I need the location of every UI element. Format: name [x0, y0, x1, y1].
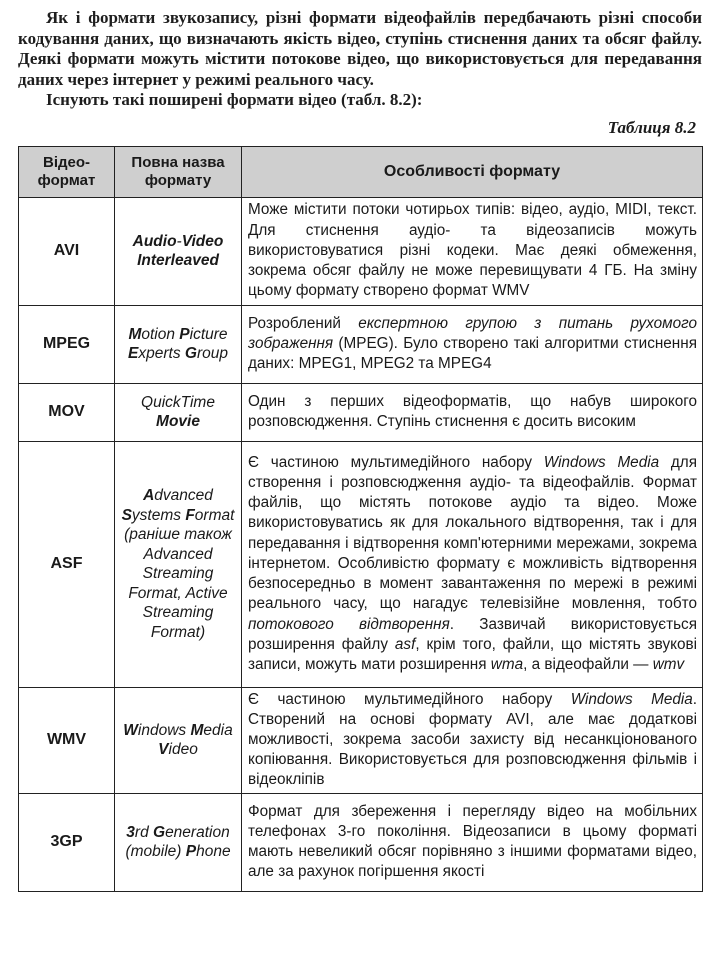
- intro-paragraph: Як і формати звукозапису, різні формати відеофайлів передбачають різні способи кодування даних, що визначають якість відео, ступінь стиснення даних та обсяг файлу. Деякі формати можуть містити потокове відео, що використовується для передавання даних через інтернет у режимі реального часу.: [18, 8, 702, 89]
- header-full-name: Повна назва формату: [115, 146, 242, 197]
- format-features: Один з перших відеоформатів, що набув широкого розповсюдження. Ступінь стиснення є досить високим: [242, 383, 703, 441]
- intro-paragraph-table-ref: Існують такі поширені формати відео (табл. 8.2):: [46, 90, 423, 109]
- format-full-name: Motion Picture Experts Group: [115, 305, 242, 383]
- format-full-name: 3rd Generation (mobile) Phone: [115, 793, 242, 891]
- format-code: 3GP: [19, 793, 115, 891]
- table-row: [19, 197, 703, 305]
- table-row: [19, 441, 703, 687]
- table-row: [19, 687, 703, 793]
- format-code: MOV: [19, 383, 115, 441]
- format-full-name: Windows Media Video: [115, 687, 242, 793]
- format-features: Може містити потоки чотирьох типів: відео, аудіо, MIDI, текст. Для стиснення аудіо- та відеозаписів можуть використовуватися різні кодеки. Має деякі обмеження, зокрема обсяг файлу не може перевищувати 4 ГБ. На зміну цьому формату створено формат WMV: [242, 197, 703, 305]
- format-code: AVI: [19, 197, 115, 305]
- format-code: WMV: [19, 687, 115, 793]
- table-row: [19, 383, 703, 441]
- table-row: [19, 793, 703, 891]
- table-caption: Таблиця 8.2: [607, 117, 696, 137]
- format-full-name: Advanced Systems Format (раніше також Advanced Streaming Format, Active Streaming Format): [115, 441, 242, 687]
- format-full-name: Audio-Video Interleaved: [115, 197, 242, 305]
- table-header-row: [19, 146, 703, 197]
- format-code: MPEG: [19, 305, 115, 383]
- format-features: Формат для збереження і перегляду відео на мобільних телефонах 3-го покоління. Відеозаписи в цьому форматі мають невеликий обсяг порівняно з іншими форматами відео, але за рахунок погіршення якості: [242, 793, 703, 891]
- format-features: Є частиною мультимедійного набору Windows Media. Створений на основі формату AVI, але має додаткові можливості, зокрема засоби захисту від несанкціонованого копіювання. Використовується для розповсюдження фільмів і відеокліпів: [242, 687, 703, 793]
- video-formats-table: [18, 146, 703, 892]
- format-code: ASF: [19, 441, 115, 687]
- header-features: Особливості формату: [242, 146, 703, 197]
- format-features: Є частиною мультимедійного набору Windows Media для створення і розповсюдження аудіо- та відеофайлів. Формат файлів, що містять потокове аудіо та відео. Може використовуватись як для локального відтворення, так і для передавання і відтворення комп'ютерними мережами, зокрема інтернетом. Особливістю формату є можливість відтворення безпосередньо в момент завантаження по мережі в режимі реального часу, що нагадує телевізійне мовлення, тобто потокового відтворення. Зазвичай використовується розширення файлу asf, крім того, файли, що містять звукові записи, можуть мати розширення wma, а відеофайли — wmv: [242, 441, 703, 687]
- format-features: Розроблений експертною групою з питань рухомого зображення (MPEG). Було створено такі алгоритми стиснення даних: MPEG1, MPEG2 та MPEG4: [242, 305, 703, 383]
- table-row: [19, 305, 703, 383]
- table-body: [19, 197, 703, 891]
- header-format: Відео-формат: [19, 146, 115, 197]
- format-full-name: QuickTime Movie: [115, 383, 242, 441]
- intro-text: [18, 8, 702, 111]
